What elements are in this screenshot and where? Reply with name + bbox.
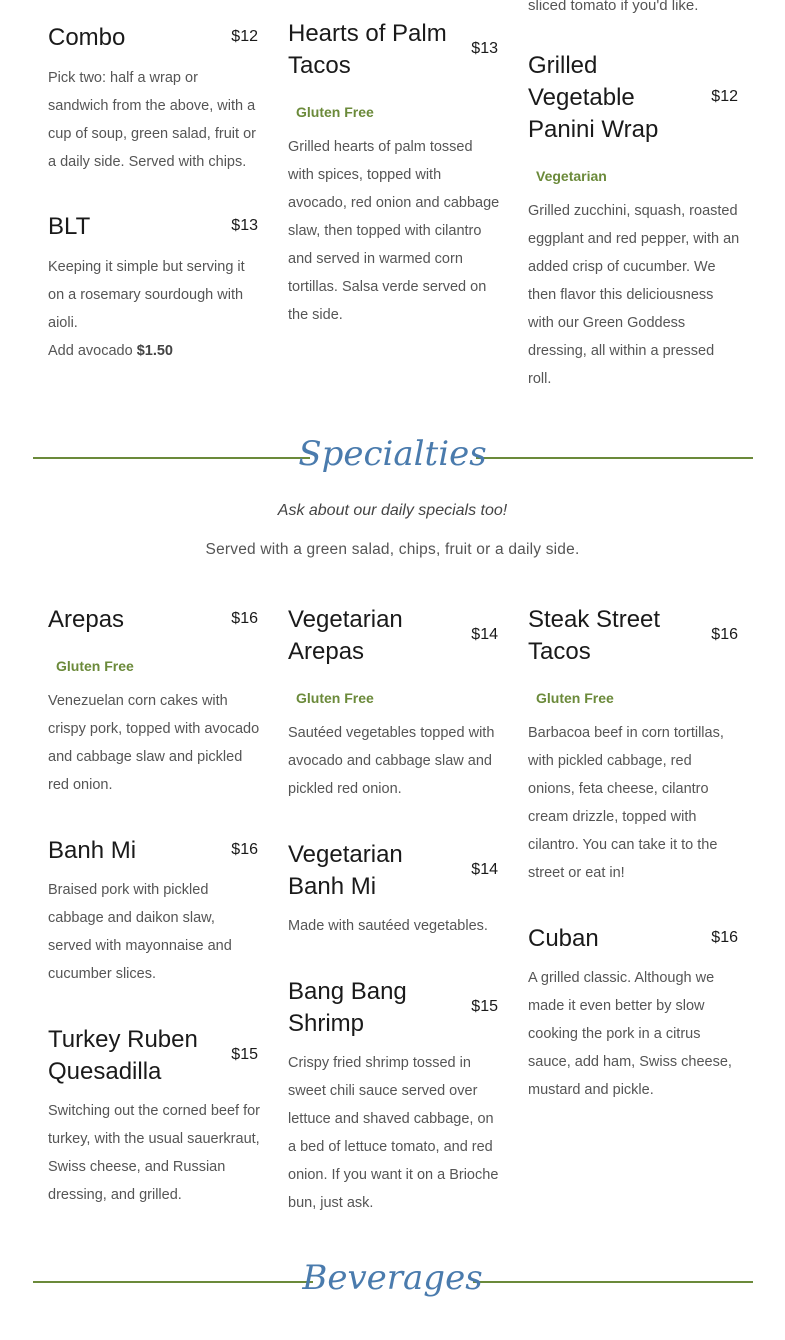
item-name: Banh Mi: [48, 837, 137, 864]
item-description: Grilled hearts of palm tossed with spices, topped with avocado, red onion and cabbage slaw, then topped with cilantro and served in warmed corn tortillas. Salsa verde served on the side.: [288, 139, 500, 323]
item-description: Made with sautéed vegetables.: [288, 918, 488, 934]
item-name: Grilled Vegetable Panini Wrap: [528, 52, 659, 143]
item-price: $16: [711, 626, 738, 643]
item-description: Barbacoa beef in corn tortillas, with pickled cabbage, red onions, feta cheese, cilantro cream drizzle, topped with cilantro. You can take it to the street or eat in!: [528, 725, 724, 881]
gluten-free-tag: Gluten Free: [296, 690, 374, 706]
section-title-beverages: Beverages: [302, 1258, 483, 1298]
item-description: Sautéed vegetables topped with avocado and cabbage slaw and pickled red onion.: [288, 725, 495, 797]
item-name: Steak Street Tacos: [528, 606, 661, 665]
addon-label: Add avocado: [48, 343, 133, 359]
item-price: $12: [711, 88, 738, 105]
item-name: Turkey Ruben Quesadilla: [48, 1026, 198, 1085]
gluten-free-tag: Gluten Free: [296, 104, 374, 120]
sides-note: Served with a green salad, chips, fruit or a daily side.: [205, 541, 580, 558]
item-name: Combo: [48, 24, 126, 51]
item-name: Hearts of Palm Tacos: [288, 20, 447, 79]
item-name: Arepas: [48, 606, 125, 633]
item-name: Vegetarian Banh Mi: [288, 841, 403, 900]
section-title-specialties: Specialties: [298, 434, 487, 474]
previous-item-description-tail: sliced tomato if you'd like.: [528, 0, 699, 14]
item-description: Switching out the corned beef for turkey, with the usual sauerkraut, Swiss cheese, and Russian dressing, and grilled.: [48, 1103, 260, 1203]
item-name: Vegetarian Arepas: [288, 606, 403, 665]
item-description: Pick two: half a wrap or sandwich from the above, with a cup of soup, green salad, fruit or a daily side. Served with chips.: [48, 70, 256, 170]
item-price: $16: [231, 841, 258, 858]
item-description: Braised pork with pickled cabbage and daikon slaw, served with mayonnaise and cucumber slices.: [48, 882, 232, 982]
item-price: $14: [471, 861, 498, 878]
item-price: $14: [471, 626, 498, 643]
gluten-free-tag: Gluten Free: [536, 690, 614, 706]
item-description: A grilled classic. Although we made it even better by slow cooking the pork in a citrus sauce, add ham, Swiss cheese, mustard and pickle.: [528, 970, 732, 1098]
item-price: $15: [471, 998, 498, 1015]
item-description: Grilled zucchini, squash, roasted eggplant and red pepper, with an added crisp of cucumber. We then flavor this deliciousness with our Green Goddess dressing, all within a pressed roll.: [528, 203, 740, 387]
item-price: $16: [231, 610, 258, 627]
vegetarian-tag: Vegetarian: [536, 168, 607, 184]
item-price: $13: [471, 40, 498, 57]
item-addon: [48, 337, 260, 365]
item-price: $16: [711, 929, 738, 946]
item-name: Bang Bang Shrimp: [288, 978, 407, 1037]
specials-note: Ask about our daily specials too!: [277, 502, 508, 519]
item-price: $13: [231, 217, 258, 234]
item-name: Cuban: [528, 925, 599, 952]
addon-price: $1.50: [136, 343, 173, 359]
item-description: Keeping it simple but serving it on a rosemary sourdough with aioli.: [48, 259, 245, 331]
item-price: $12: [231, 28, 258, 45]
item-description: Venezuelan corn cakes with crispy pork, topped with avocado and cabbage slaw and pickled red onion.: [48, 693, 260, 793]
item-description: Crispy fried shrimp tossed in sweet chili sauce served over lettuce and shaved cabbage, on a bed of lettuce tomato, and red onion. If you want it on a Brioche bun, just ask.: [288, 1055, 499, 1211]
item-price: $15: [231, 1046, 258, 1063]
item-name: BLT: [48, 213, 91, 240]
gluten-free-tag: Gluten Free: [56, 658, 134, 674]
